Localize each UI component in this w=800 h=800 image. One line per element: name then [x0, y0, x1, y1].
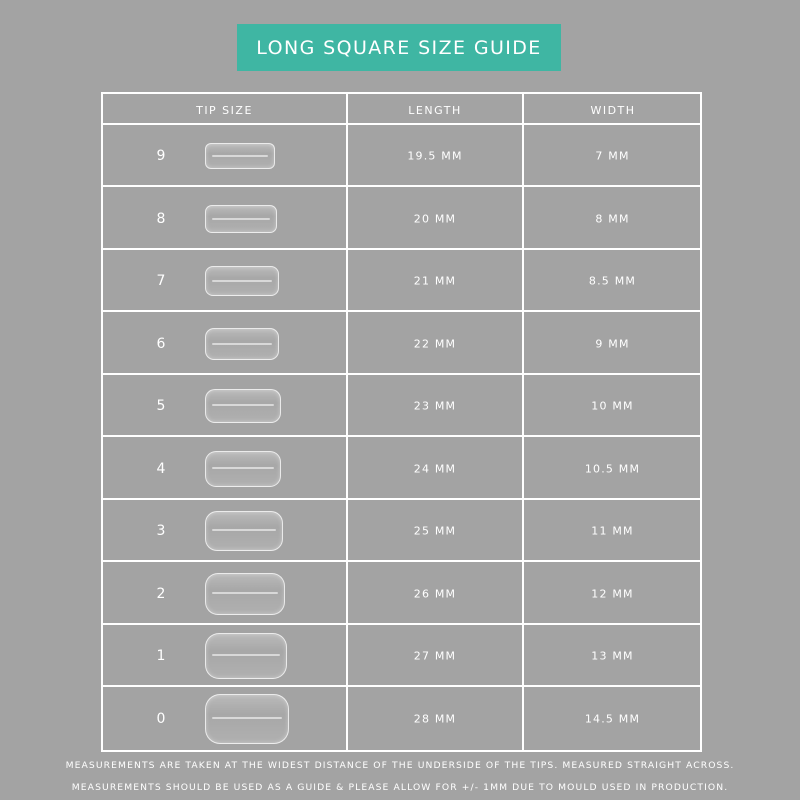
- row-divider: [103, 185, 700, 187]
- table-row: [103, 502, 700, 560]
- row-divider: [103, 623, 700, 625]
- header-length: LENGTH: [408, 103, 462, 117]
- nail-tip-image: [205, 143, 275, 169]
- nail-tip-image: [205, 389, 281, 423]
- width-value: 7 MM: [595, 149, 630, 163]
- nail-tip-image: [205, 451, 281, 487]
- length-value: 21 MM: [413, 274, 457, 288]
- tip-size-number: 9: [156, 148, 166, 164]
- tip-size-number: 2: [156, 586, 166, 602]
- table-row: [103, 252, 700, 310]
- width-value: 12 MM: [591, 587, 634, 601]
- row-divider: [103, 310, 700, 312]
- length-value: 25 MM: [413, 524, 457, 538]
- width-value: 13 MM: [591, 649, 634, 663]
- row-divider: [103, 248, 700, 250]
- tip-size-number: 0: [156, 711, 166, 727]
- length-value: 27 MM: [413, 649, 457, 663]
- length-value: 20 MM: [413, 212, 457, 226]
- row-divider: [103, 373, 700, 375]
- tip-size-number: 7: [156, 273, 166, 289]
- size-table: [101, 92, 702, 752]
- nail-tip-image: [205, 694, 289, 744]
- length-value: 24 MM: [413, 462, 457, 476]
- length-value: 28 MM: [413, 712, 457, 726]
- tip-size-number: 3: [156, 523, 166, 539]
- nail-tip-image: [205, 266, 279, 296]
- width-value: 8.5 MM: [588, 274, 637, 288]
- tip-size-number: 1: [156, 648, 166, 664]
- table-row: [103, 440, 700, 498]
- nail-tip-image: [205, 633, 287, 679]
- width-value: 8 MM: [595, 212, 630, 226]
- tip-size-number: 6: [156, 336, 166, 352]
- width-value: 11 MM: [591, 524, 634, 538]
- footer-note-1: MEASUREMENTS ARE TAKEN AT THE WIDEST DISTANCE OF THE UNDERSIDE OF THE TIPS. MEASURED STRAIGHT ACROSS.: [65, 760, 735, 771]
- row-divider: [103, 685, 700, 687]
- tip-size-number: 8: [156, 211, 166, 227]
- table-row: [103, 690, 700, 748]
- table-row: [103, 315, 700, 373]
- table-row: [103, 190, 700, 248]
- row-divider: [103, 123, 700, 125]
- table-row: [103, 127, 700, 185]
- width-value: 9 MM: [595, 337, 630, 351]
- tip-size-number: 4: [156, 461, 166, 477]
- footer-note-2: MEASUREMENTS SHOULD BE USED AS A GUIDE & PLEASE ALLOW FOR +/- 1MM DUE TO MOULD USED IN PRODUCTION.: [71, 782, 729, 793]
- row-divider: [103, 560, 700, 562]
- nail-tip-image: [205, 205, 277, 233]
- length-value: 23 MM: [413, 399, 457, 413]
- header-width: WIDTH: [590, 103, 636, 117]
- table-row: [103, 377, 700, 435]
- title-banner: [237, 24, 561, 71]
- nail-tip-image: [205, 511, 283, 551]
- row-divider: [103, 498, 700, 500]
- row-divider: [103, 435, 700, 437]
- length-value: 19.5 MM: [407, 149, 463, 163]
- length-value: 26 MM: [413, 587, 457, 601]
- length-value: 22 MM: [413, 337, 457, 351]
- width-value: 14.5 MM: [584, 712, 641, 726]
- page-title: LONG SQUARE SIZE GUIDE: [256, 36, 542, 59]
- table-row: [103, 627, 700, 685]
- width-value: 10.5 MM: [584, 462, 641, 476]
- nail-tip-image: [205, 573, 285, 615]
- nail-tip-image: [205, 328, 279, 360]
- width-value: 10 MM: [591, 399, 634, 413]
- header-tip-size: TIP SIZE: [196, 103, 253, 117]
- table-row: [103, 565, 700, 623]
- tip-size-number: 5: [156, 398, 166, 414]
